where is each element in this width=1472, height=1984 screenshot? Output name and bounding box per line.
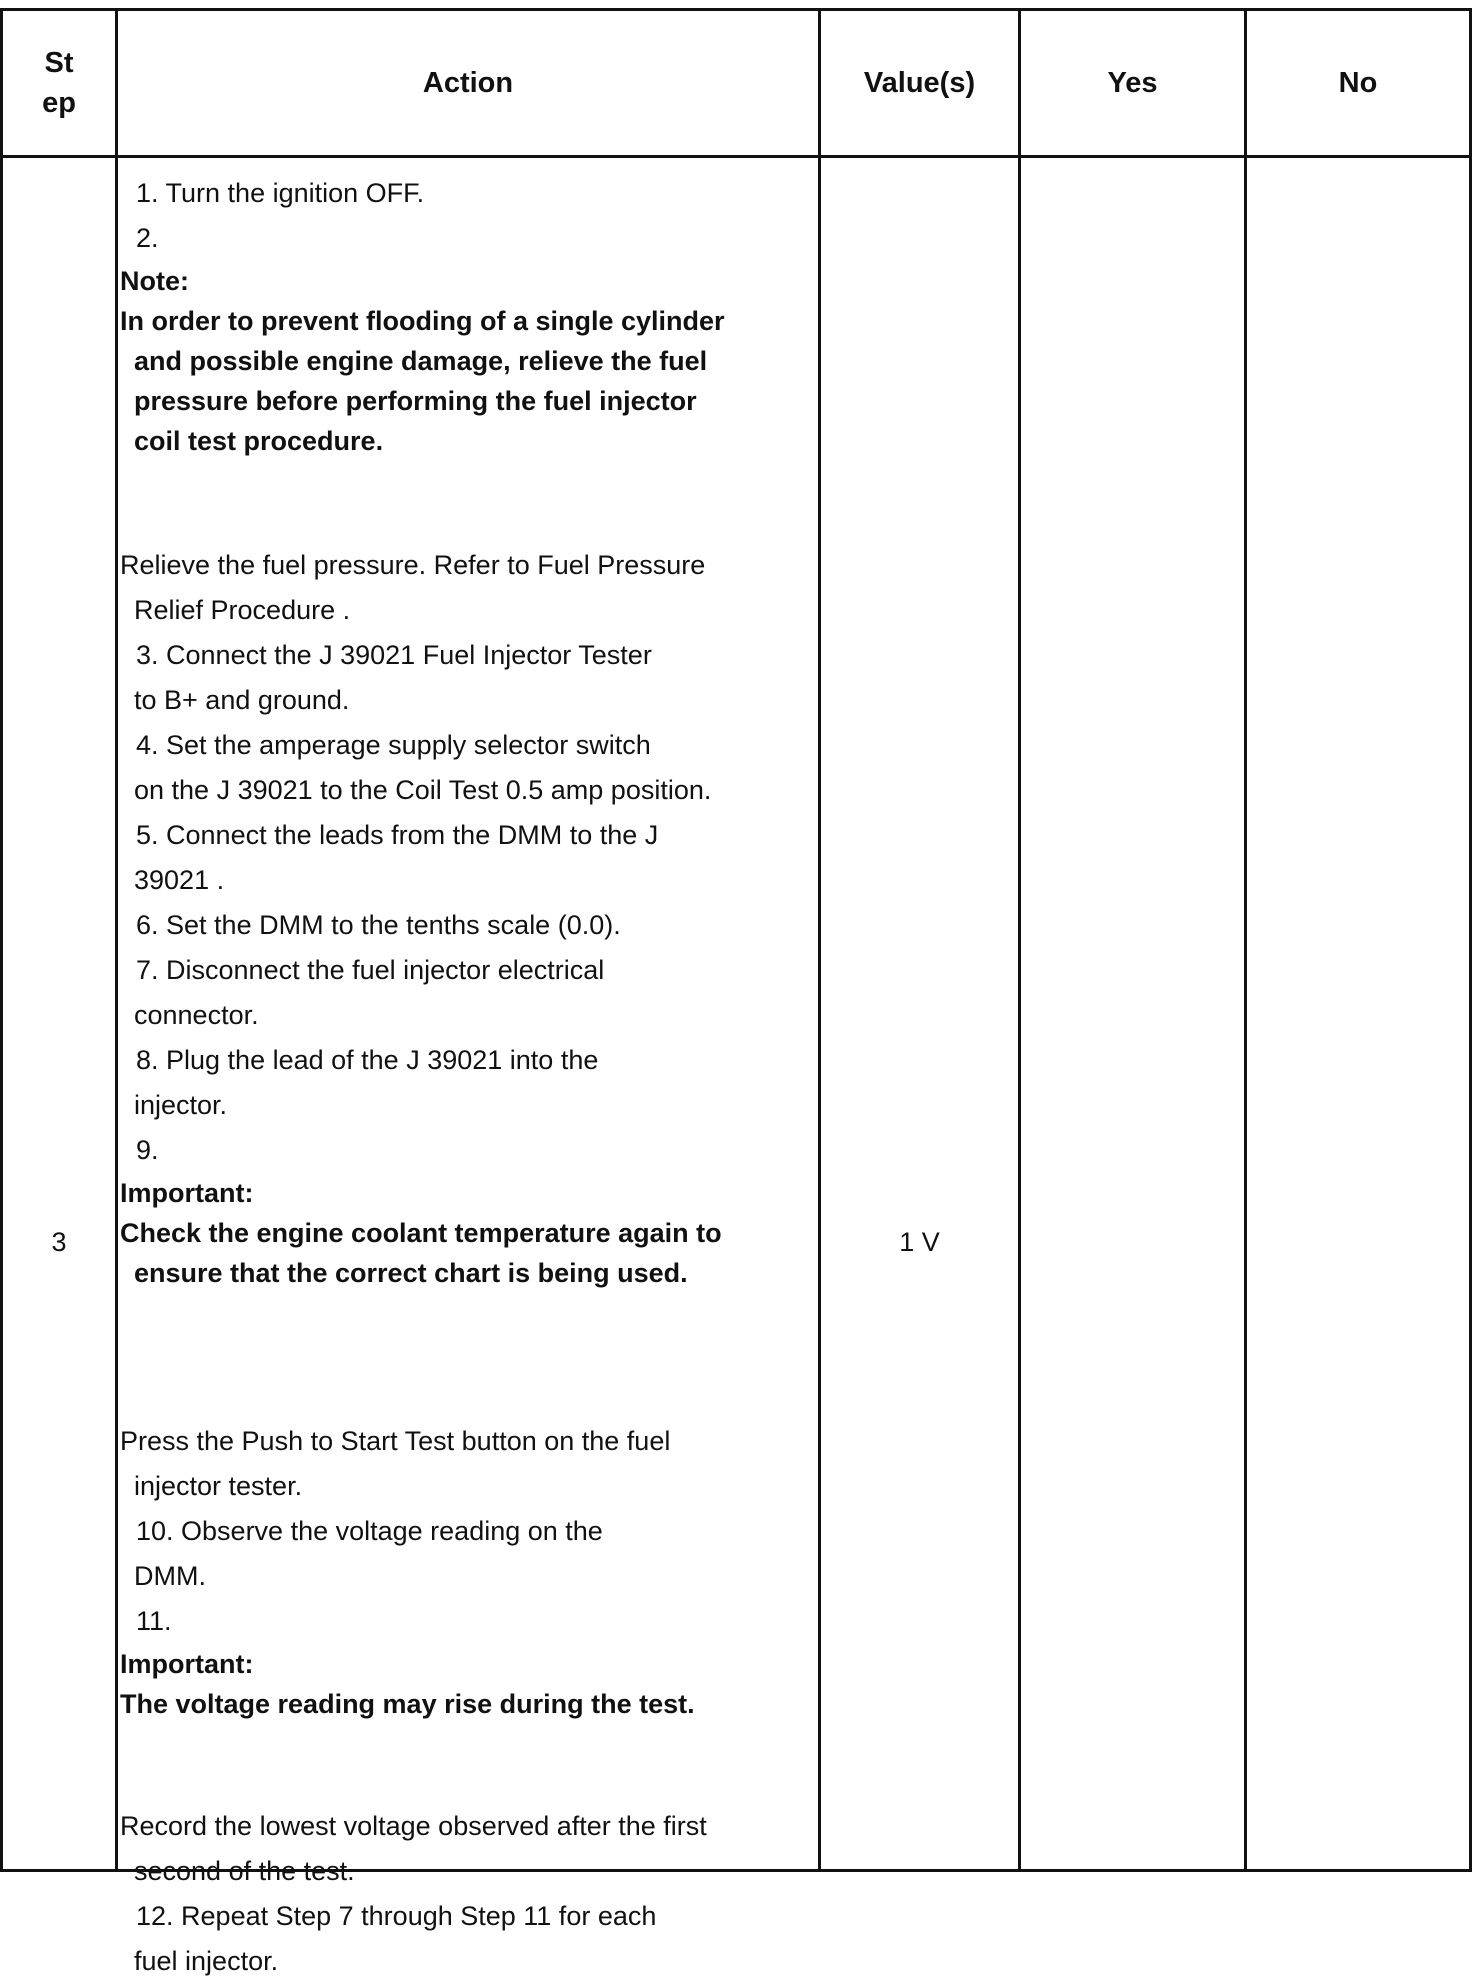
important-label-2: Important: bbox=[120, 1649, 254, 1679]
header-step-line-2: ep bbox=[42, 86, 76, 119]
note-text-2: and possible engine damage, relieve the fuel bbox=[134, 346, 708, 376]
step-column-divider bbox=[115, 8, 118, 1872]
action-step-11: 11. bbox=[136, 1606, 172, 1636]
action-step-5: 5. Connect the leads from the DMM to the J bbox=[136, 820, 659, 850]
note-text-3: pressure before performing the fuel injector bbox=[134, 386, 697, 416]
action-step-10: 10. Observe the voltage reading on the bbox=[136, 1516, 603, 1546]
action-step-1: 1. Turn the ignition OFF. bbox=[136, 178, 425, 208]
header-values: Value(s) bbox=[863, 66, 976, 99]
action-step-12: 12. Repeat Step 7 through Step 11 for each bbox=[136, 1901, 657, 1931]
action-column-divider bbox=[818, 8, 821, 1872]
value-cell: 1 V bbox=[899, 1227, 940, 1257]
important-label-1: Important: bbox=[120, 1178, 254, 1208]
action-step-3: 3. Connect the J 39021 Fuel Injector Tester bbox=[136, 640, 652, 670]
press-text-1: Press the Push to Start Test button on the fuel bbox=[120, 1426, 671, 1456]
yes-column-divider bbox=[1244, 8, 1247, 1872]
action-step-4: 4. Set the amperage supply selector switch bbox=[136, 730, 651, 760]
action-step-9: 9. bbox=[136, 1135, 159, 1165]
action-step-6: 6. Set the DMM to the tenths scale (0.0). bbox=[136, 910, 621, 940]
action-step-4-cont: on the J 39021 to the Coil Test 0.5 amp position. bbox=[134, 775, 712, 805]
action-step-7-cont: connector. bbox=[134, 1000, 259, 1030]
important-text-2: The voltage reading may rise during the test. bbox=[120, 1689, 695, 1719]
action-cell bbox=[120, 171, 810, 1984]
note-label: Note: bbox=[120, 266, 189, 296]
header-step-line-1: St bbox=[44, 46, 74, 79]
action-step-12-cont: fuel injector. bbox=[134, 1946, 279, 1976]
header-no: No bbox=[1338, 66, 1378, 99]
important-text-1a: Check the engine coolant temperature again to bbox=[120, 1218, 722, 1248]
relieve-text-2: Relief Procedure . bbox=[134, 595, 351, 625]
action-step-3-cont: to B+ and ground. bbox=[134, 685, 350, 715]
relieve-text-1: Relieve the fuel pressure. Refer to Fuel Pressure bbox=[120, 550, 706, 580]
header-step bbox=[3, 10, 115, 155]
table-left-border bbox=[0, 8, 3, 1872]
important-text-1b: ensure that the correct chart is being used. bbox=[134, 1258, 688, 1288]
record-text-1: Record the lowest voltage observed after the first bbox=[120, 1811, 707, 1841]
step-number: 3 bbox=[51, 1227, 67, 1257]
action-step-5-cont: 39021 . bbox=[134, 865, 225, 895]
values-column-divider bbox=[1018, 8, 1021, 1872]
header-bottom-border bbox=[0, 155, 1472, 158]
note-text-4: coil test procedure. bbox=[134, 426, 384, 456]
note-text-1: In order to prevent flooding of a single cylinder bbox=[120, 306, 725, 336]
action-step-10-cont: DMM. bbox=[134, 1561, 206, 1591]
record-text-2: second of the test. bbox=[134, 1856, 355, 1886]
action-step-8: 8. Plug the lead of the J 39021 into the bbox=[136, 1045, 599, 1075]
press-text-2: injector tester. bbox=[134, 1471, 303, 1501]
action-step-8-cont: injector. bbox=[134, 1090, 228, 1120]
header-yes: Yes bbox=[1107, 66, 1158, 99]
action-step-7: 7. Disconnect the fuel injector electrical bbox=[136, 955, 605, 985]
header-action: Action bbox=[422, 66, 514, 99]
action-step-2: 2. bbox=[136, 223, 159, 253]
